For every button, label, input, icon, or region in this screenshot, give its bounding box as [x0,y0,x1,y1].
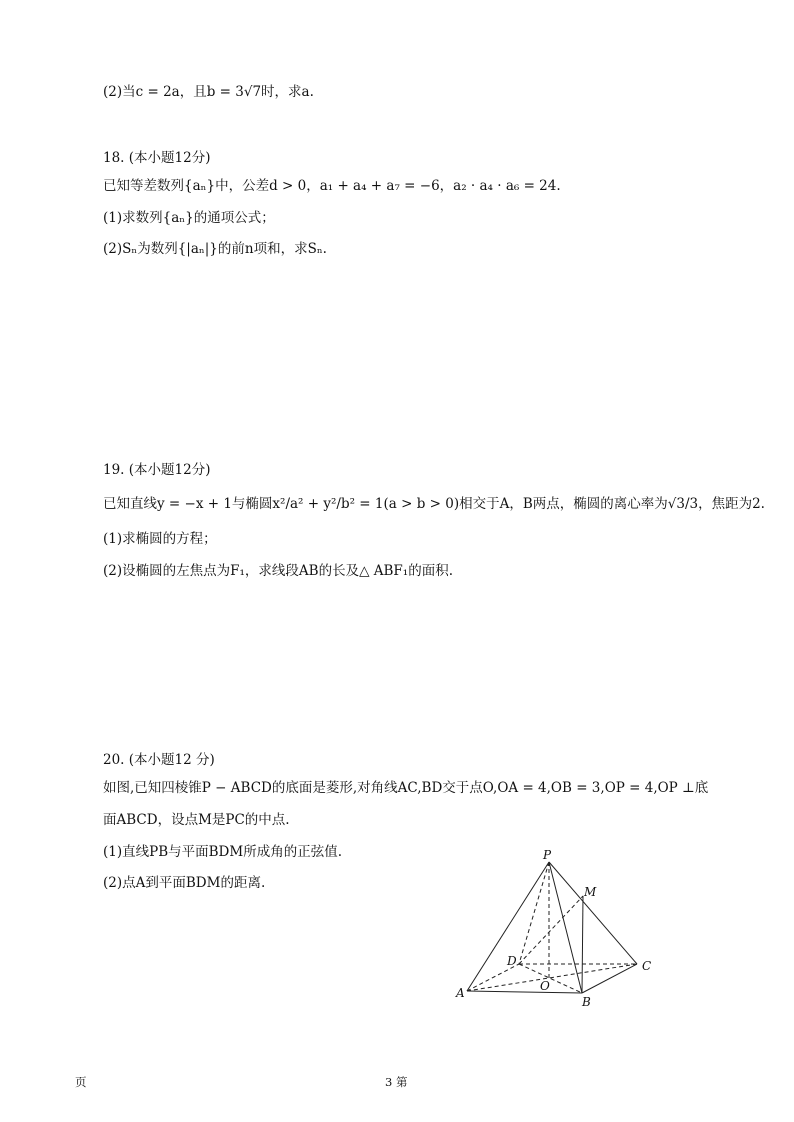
edge-PA [467,862,549,991]
q18-heading: 18. (本小题12分) [103,150,211,166]
q18-part2: (2)Sₙ为数列{|aₙ|}的前n项和，求Sₙ. [103,241,327,257]
q19-part2: (2)设椭圆的左焦点为F₁，求线段AB的长及△ ABF₁的面积. [103,563,453,579]
q19-stem: 已知直线y = −x + 1与椭圆x²/a² + y²/b² = 1(a > b > 0)相交于A，B两点，椭圆的离心率为√3/3，焦距为2. [103,496,765,512]
q20-stem-line1: 如图,已知四棱锥P − ABCD的底面是菱形,对角线AC,BD交于点O,OA = 4,OB = 3,OP = 4,OP ⊥底 [103,780,709,796]
q17-part2: (2)当c = 2a，且b = 3√7时，求a. [103,84,314,100]
q19-part1: (1)求椭圆的方程； [103,531,217,547]
q20-part2: (2)点A到平面BDM的距离. [103,875,266,891]
q19-heading: 19. (本小题12分) [103,462,211,478]
q18-part1: (1)求数列{aₙ}的通项公式； [103,210,275,226]
pyramid-figure [452,848,672,1010]
diagonal-BD [519,964,582,993]
footer-page-number: 3 第 [385,1075,408,1089]
edge-AB [467,991,582,993]
q20-stem-line2: 面ABCD，设点M是PC的中点. [103,812,290,828]
label-M: M [584,885,597,899]
edge-AD [467,964,519,991]
label-C: C [642,959,652,973]
label-O: O [540,979,550,993]
label-A: A [456,986,465,1000]
label-D: D [507,954,517,968]
q20-heading: 20. (本小题12 分) [103,752,215,768]
q18-stem: 已知等差数列{aₙ}中，公差d > 0，a₁ + a₄ + a₇ = −6，a₂ · a₄ · a₆ = 24. [103,178,561,194]
edge-BC [582,964,637,993]
segment-MB [582,896,583,993]
label-B: B [582,995,591,1009]
footer-left: 页 [75,1075,87,1089]
q20-part1: (1)直线PB与平面BDM所成角的正弦值. [103,844,342,860]
label-P: P [543,848,552,862]
